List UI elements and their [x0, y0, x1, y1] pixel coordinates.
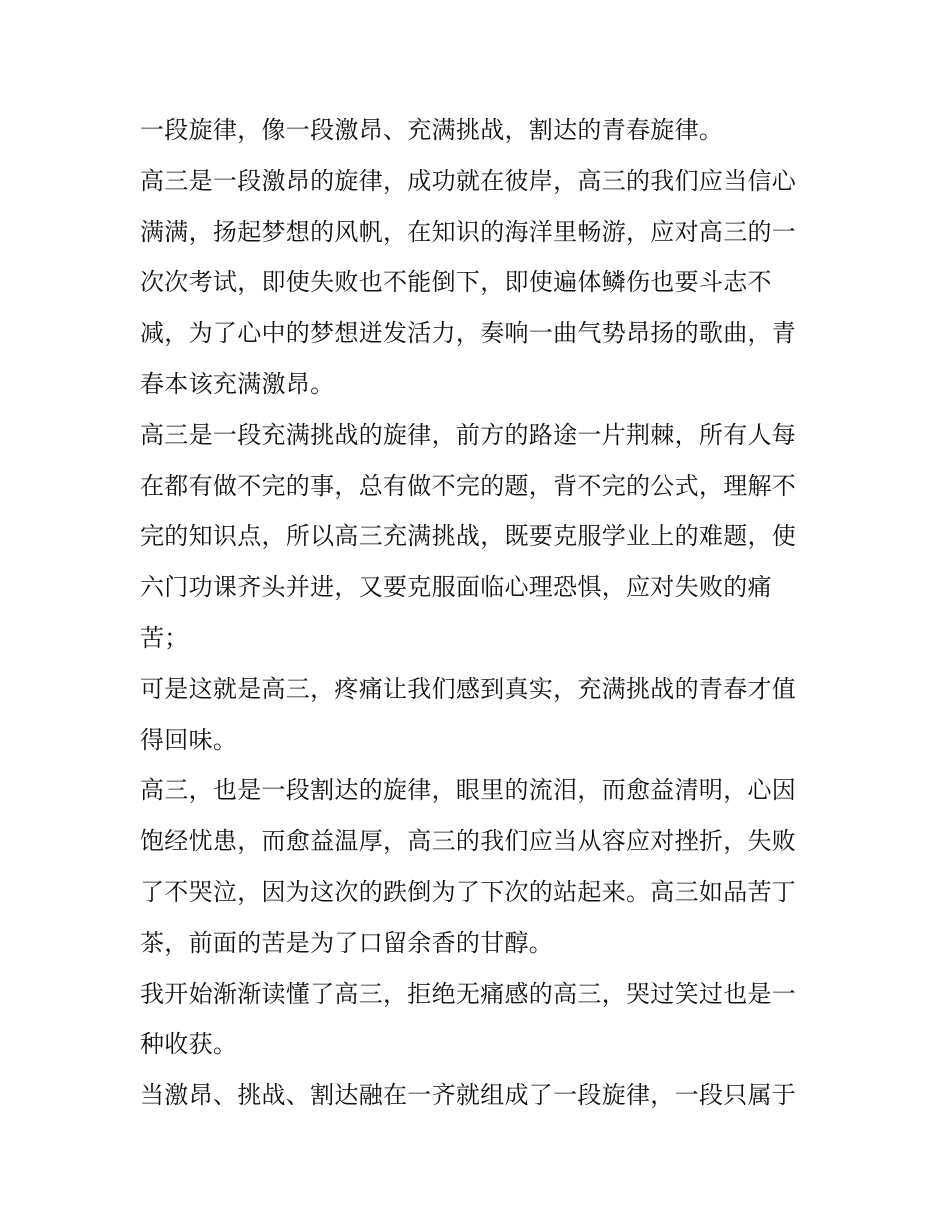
text-line: 可是这就是高三，疼痛让我们感到真实，充满挑战的青春才值	[140, 674, 797, 703]
text-line: 满满，扬起梦想的风帆，在知识的海洋里畅游，应对高三的一	[140, 217, 797, 246]
text-line: 了不哭泣，因为这次的跌倒为了下次的站起来。高三如品苦丁	[140, 877, 797, 906]
text-line: 茶，前面的苦是为了口留余香的甘醇。	[140, 928, 554, 957]
text-line: 完的知识点，所以高三充满挑战，既要克服学业上的难题，使	[140, 522, 797, 551]
text-line: 得回味。	[140, 725, 238, 754]
text-line: 减，为了心中的梦想迸发活力，奏响一曲气势昂扬的歌曲，青	[140, 319, 797, 348]
text-line: 春本该充满激昂。	[140, 369, 335, 398]
text-line: 高三是一段充满挑战的旋律，前方的路途一片荆棘，所有人每	[140, 420, 797, 449]
text-line: 饱经忧患，而愈益温厚，高三的我们应当从容应对挫折，失败	[140, 827, 797, 856]
text-line: 当激昂、挑战、割达融在一齐就组成了一段旋律，一段只属于	[140, 1081, 797, 1110]
text-line: 种收获。	[140, 1030, 238, 1059]
text-line: 高三，也是一段割达的旋律，眼里的流泪，而愈益清明，心因	[140, 776, 797, 805]
text-line: 在都有做不完的事，总有做不完的题，背不完的公式，理解不	[140, 471, 797, 500]
text-line: 苦；	[140, 623, 189, 652]
text-line: 六门功课齐头并进，又要克服面临心理恐惧，应对失败的痛	[140, 573, 772, 602]
text-line: 高三是一段激昂的旋律，成功就在彼岸，高三的我们应当信心	[140, 166, 797, 195]
essay-text	[140, 105, 820, 1121]
text-line: 次次考试，即使失败也不能倒下，即使遍体鳞伤也要斗志不	[140, 268, 772, 297]
text-line: 一段旋律，像一段激昂、充满挑战，割达的青春旋律。	[140, 116, 724, 144]
text-line: 我开始渐渐读懂了高三，拒绝无痛感的高三，哭过笑过也是一	[140, 979, 797, 1008]
